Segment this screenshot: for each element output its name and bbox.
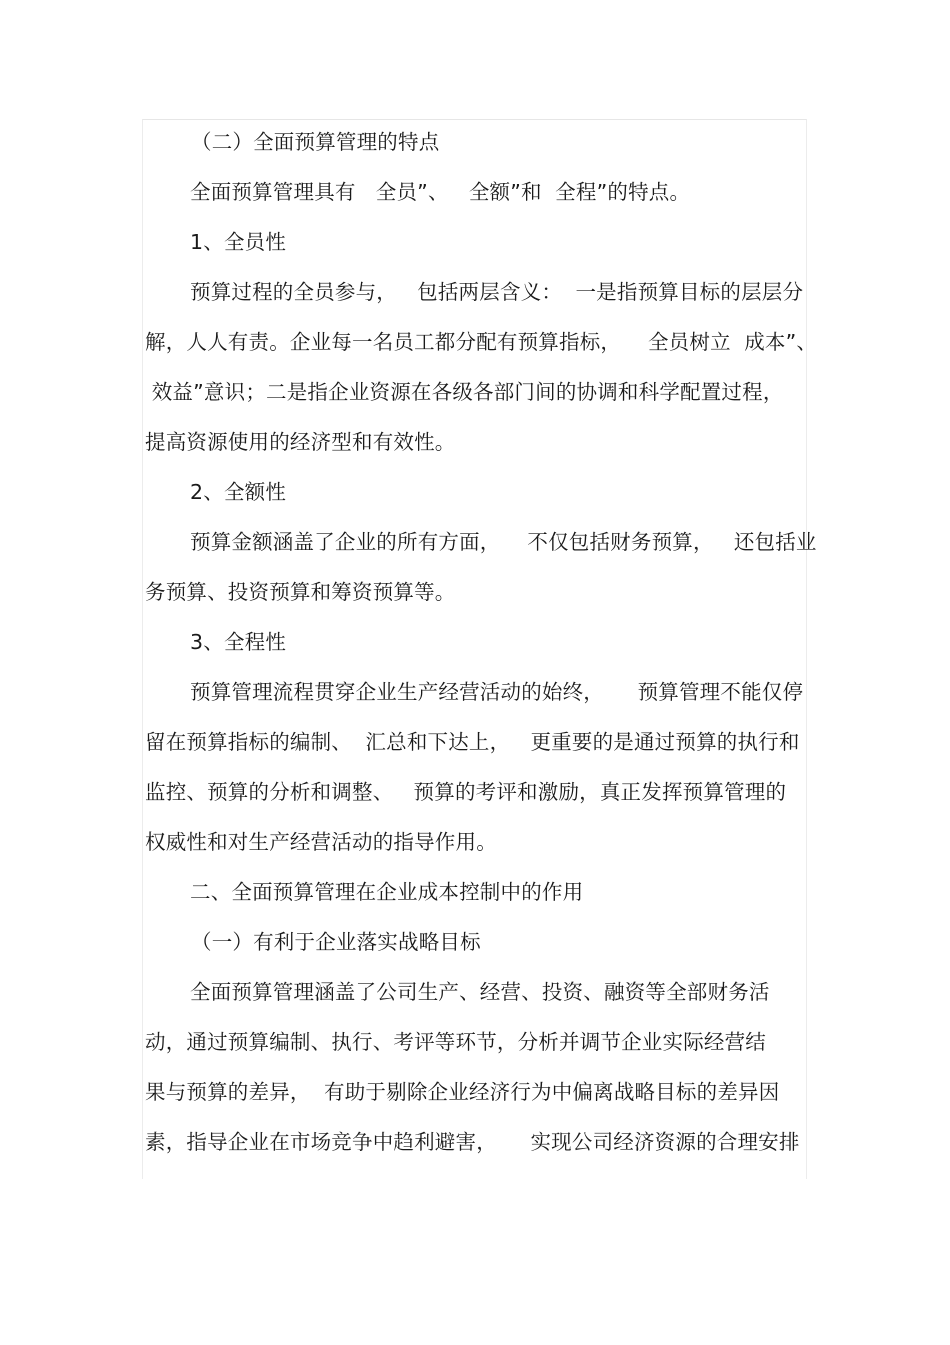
chapter-heading: 二、全面预算管理在企业成本控制中的作用 <box>190 880 584 904</box>
paragraph-line: 预算管理流程贯穿企业生产经营活动的始终， 预算管理不能仅停 <box>190 680 804 704</box>
paragraph-line: 留在预算指标的编制、 汇总和下达上， 更重要的是通过预算的执行和 <box>145 730 800 754</box>
paragraph-line: 效益”意识；二是指企业资源在各级各部门间的协调和科学配置过程， <box>145 380 784 404</box>
paragraph-line: 务预算、投资预算和筹资预算等。 <box>145 580 456 604</box>
paragraph-line: 监控、预算的分析和调整、 预算的考评和激励，真正发挥预算管理的 <box>145 780 787 804</box>
paragraph-line: 全面预算管理具有 全员”、 全额”和 全程”的特点。 <box>190 180 691 204</box>
paragraph-line: 果与预算的差异， 有助于剔除企业经济行为中偏离战略目标的差异因 <box>145 1080 780 1104</box>
paragraph-line: 全面预算管理涵盖了公司生产、经营、投资、融资等全部财务活 <box>190 980 770 1004</box>
paragraph-line: 素，指导企业在市场竞争中趋利避害， 实现公司经济资源的合理安排 <box>145 1130 800 1154</box>
paragraph-line: 预算过程的全员参与， 包括两层含义： 一是指预算目标的层层分 <box>190 280 804 304</box>
paragraph-line: 权威性和对生产经营活动的指导作用。 <box>145 830 497 854</box>
paragraph-line: 提高资源使用的经济型和有效性。 <box>145 430 456 454</box>
section-heading: （一）有利于企业落实战略目标 <box>191 930 481 954</box>
paragraph-line: 解，人人有责。企业每一名员工都分配有预算指标， 全员树立 成本”、 <box>145 330 818 354</box>
paragraph-line: 动，通过预算编制、执行、考评等环节，分析并调节企业实际经营结 <box>145 1030 766 1054</box>
list-item-heading: 3、全程性 <box>190 630 287 654</box>
list-item-heading: 2、全额性 <box>190 480 287 504</box>
paragraph-line: 预算金额涵盖了企业的所有方面， 不仅包括财务预算， 还包括业 <box>190 530 817 554</box>
list-item-heading: 1、全员性 <box>190 230 287 254</box>
section-heading: （二）全面预算管理的特点 <box>191 130 440 154</box>
page-frame <box>142 119 818 1179</box>
